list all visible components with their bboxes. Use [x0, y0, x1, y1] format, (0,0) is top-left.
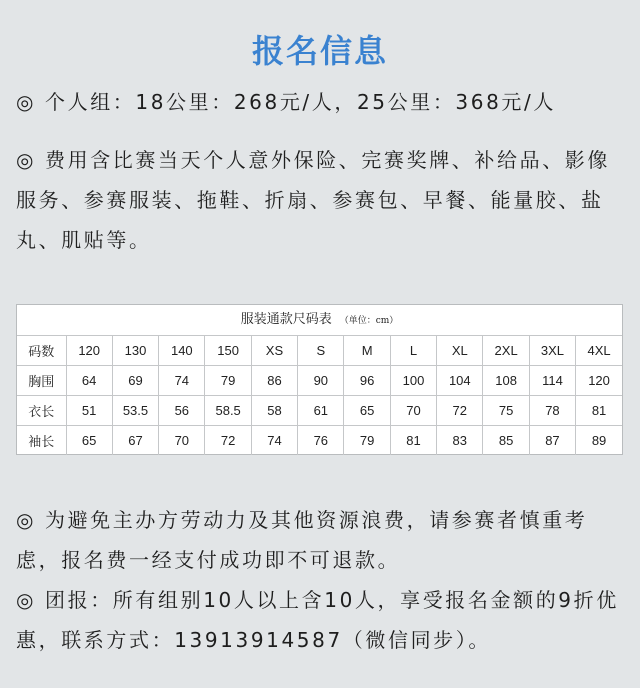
size-chart-caption: [17, 305, 622, 336]
table-cell: 74: [159, 366, 205, 396]
table-cell: M: [344, 336, 390, 366]
individual-fee-text: ◎ 个人组：18公里：268元/人，25公里：368元/人: [16, 90, 556, 114]
page-title: 报名信息: [251, 32, 388, 70]
table-cell: 150: [205, 336, 251, 366]
row-label: 衣长: [17, 396, 66, 426]
table-cell: 87: [529, 426, 575, 456]
group-discount-text: ◎ 团报：所有组别10人以上含10人，享受报名金额的9折优惠，联系方式：13913914587（微信同步）。: [16, 588, 619, 652]
size-table: [17, 336, 622, 455]
table-cell: 70: [159, 426, 205, 456]
table-cell: 70: [390, 396, 436, 426]
table-cell: 53.5: [112, 396, 158, 426]
table-cell: 65: [66, 426, 112, 456]
row-label: 袖长: [17, 426, 66, 456]
table-cell: 69: [112, 366, 158, 396]
table-cell: 51: [66, 396, 112, 426]
table-cell: 58: [251, 396, 297, 426]
size-chart-unit: （单位：cm）: [339, 316, 399, 326]
table-cell: S: [298, 336, 344, 366]
size-chart: [16, 304, 623, 455]
refund-policy-text: ◎ 为避免主办方劳动力及其他资源浪费，请参赛者慎重考虑，报名费一经支付成功即不可退款。: [16, 508, 588, 572]
table-cell: 67: [112, 426, 158, 456]
table-cell: 78: [529, 396, 575, 426]
table-cell: 72: [437, 396, 483, 426]
table-cell: 96: [344, 366, 390, 396]
table-cell: 104: [437, 366, 483, 396]
table-cell: 120: [576, 366, 622, 396]
fee-includes-text: ◎ 费用含比赛当天个人意外保险、完赛奖牌、补给品、影像服务、参赛服装、拖鞋、折扇、参赛包、早餐、能量胶、盐丸、肌贴等。: [16, 148, 611, 252]
table-cell: 4XL: [576, 336, 622, 366]
table-cell: 83: [437, 426, 483, 456]
size-chart-title: 服装通款尺码表: [240, 312, 332, 327]
table-cell: 2XL: [483, 336, 529, 366]
table-cell: 58.5: [205, 396, 251, 426]
table-cell: 140: [159, 336, 205, 366]
table-cell: 90: [298, 366, 344, 396]
table-cell: 86: [251, 366, 297, 396]
table-cell: 76: [298, 426, 344, 456]
row-label: 码数: [17, 336, 66, 366]
table-row: [17, 366, 622, 396]
table-cell: 130: [112, 336, 158, 366]
table-cell: 100: [390, 366, 436, 396]
row-label: 胸围: [17, 366, 66, 396]
table-cell: 75: [483, 396, 529, 426]
table-cell: 108: [483, 366, 529, 396]
table-cell: 65: [344, 396, 390, 426]
table-cell: 114: [529, 366, 575, 396]
table-cell: 74: [251, 426, 297, 456]
table-cell: 79: [205, 366, 251, 396]
table-cell: XL: [437, 336, 483, 366]
table-cell: 81: [390, 426, 436, 456]
table-cell: L: [390, 336, 436, 366]
table-cell: 81: [576, 396, 622, 426]
table-row: [17, 336, 622, 366]
table-cell: XS: [251, 336, 297, 366]
table-cell: 120: [66, 336, 112, 366]
table-cell: 89: [591, 433, 607, 448]
table-cell: 79: [344, 426, 390, 456]
table-cell: 64: [66, 366, 112, 396]
table-row: [17, 426, 622, 456]
table-cell: 61: [298, 396, 344, 426]
table-row: [17, 396, 622, 426]
table-cell: 72: [205, 426, 251, 456]
table-cell: 85: [483, 426, 529, 456]
table-cell: 3XL: [529, 336, 575, 366]
table-cell: 56: [159, 396, 205, 426]
